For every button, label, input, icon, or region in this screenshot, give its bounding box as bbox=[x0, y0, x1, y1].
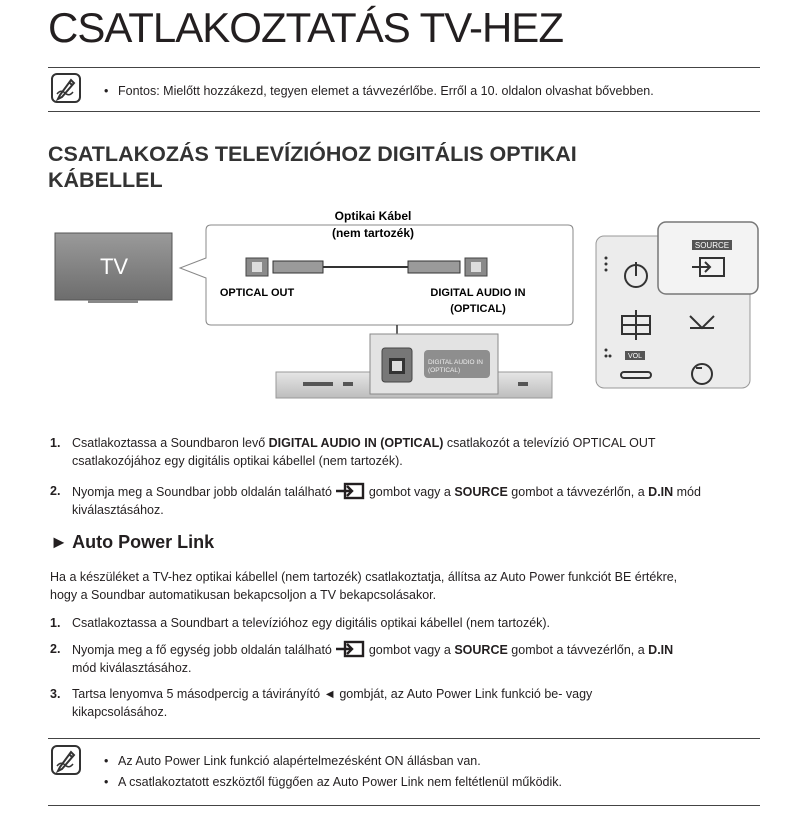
source-icon bbox=[335, 482, 365, 500]
vol-label: VOL bbox=[627, 353, 643, 360]
connection-diagram bbox=[48, 200, 768, 410]
digital-in-label2: (OPTICAL) bbox=[450, 303, 506, 315]
source-label: SOURCE bbox=[694, 241, 730, 250]
tv-label: TV bbox=[99, 254, 129, 279]
section-title bbox=[48, 141, 688, 193]
note-bottom-item-2: • A csatlakoztatott eszköztől függően az Auto Power Link nem feltétlenül működik. bbox=[104, 775, 562, 789]
optical-cable-plug-right bbox=[408, 261, 460, 273]
small-port-label2: (OPTICAL) bbox=[428, 367, 461, 374]
cable-label-line1: Optikai Kábel bbox=[334, 209, 412, 223]
side-panel-illustration bbox=[596, 222, 758, 388]
optical-out-label: OPTICAL OUT bbox=[219, 287, 295, 299]
note-bottom-item-1: • Az Auto Power Link funkció alapértelmezésként ON állásban van. bbox=[104, 754, 481, 768]
optical-cable-plug-left bbox=[273, 261, 323, 273]
note-top-text: • Fontos: Mielőtt hozzákezd, tegyen elemet a távvezérlőbe. Erről a 10. oldalon olvashat bővebben. bbox=[104, 84, 654, 98]
divider-end bbox=[48, 805, 760, 806]
tv-illustration bbox=[55, 233, 172, 303]
cable-label-line2: (nem tartozék) bbox=[331, 226, 415, 240]
note-pencil-icon bbox=[51, 73, 81, 103]
divider-top bbox=[48, 67, 760, 68]
note-pencil-icon-bottom bbox=[51, 745, 81, 775]
section-title-line1: CSATLAKOZÁS TELEVÍZIÓHOZ DIGITÁLIS OPTIKAI bbox=[48, 142, 577, 166]
page-title: CSATLAKOZTATÁS TV-HEZ bbox=[48, 4, 563, 51]
small-port-label1: DIGITAL AUDIO IN bbox=[428, 359, 483, 366]
digital-in-label1: DIGITAL AUDIO IN bbox=[430, 287, 526, 299]
divider-bottom-note bbox=[48, 738, 760, 739]
intro-text: Ha a készüléket a TV-hez optikai kábellel (nem tartozék) csatlakoztatja, állítsa az Auto Power funkciót BE értékre, hogy a Soundbar automatikusan bekapcsoljon a TV bekapcsolásakor. bbox=[50, 570, 678, 602]
callout-box bbox=[180, 225, 573, 325]
section-title-line2: KÁBELLEL bbox=[48, 168, 163, 192]
source-icon bbox=[335, 640, 365, 658]
sub-title-auto-power-link: ► Auto Power Link bbox=[50, 532, 215, 552]
divider-note bbox=[48, 111, 760, 112]
